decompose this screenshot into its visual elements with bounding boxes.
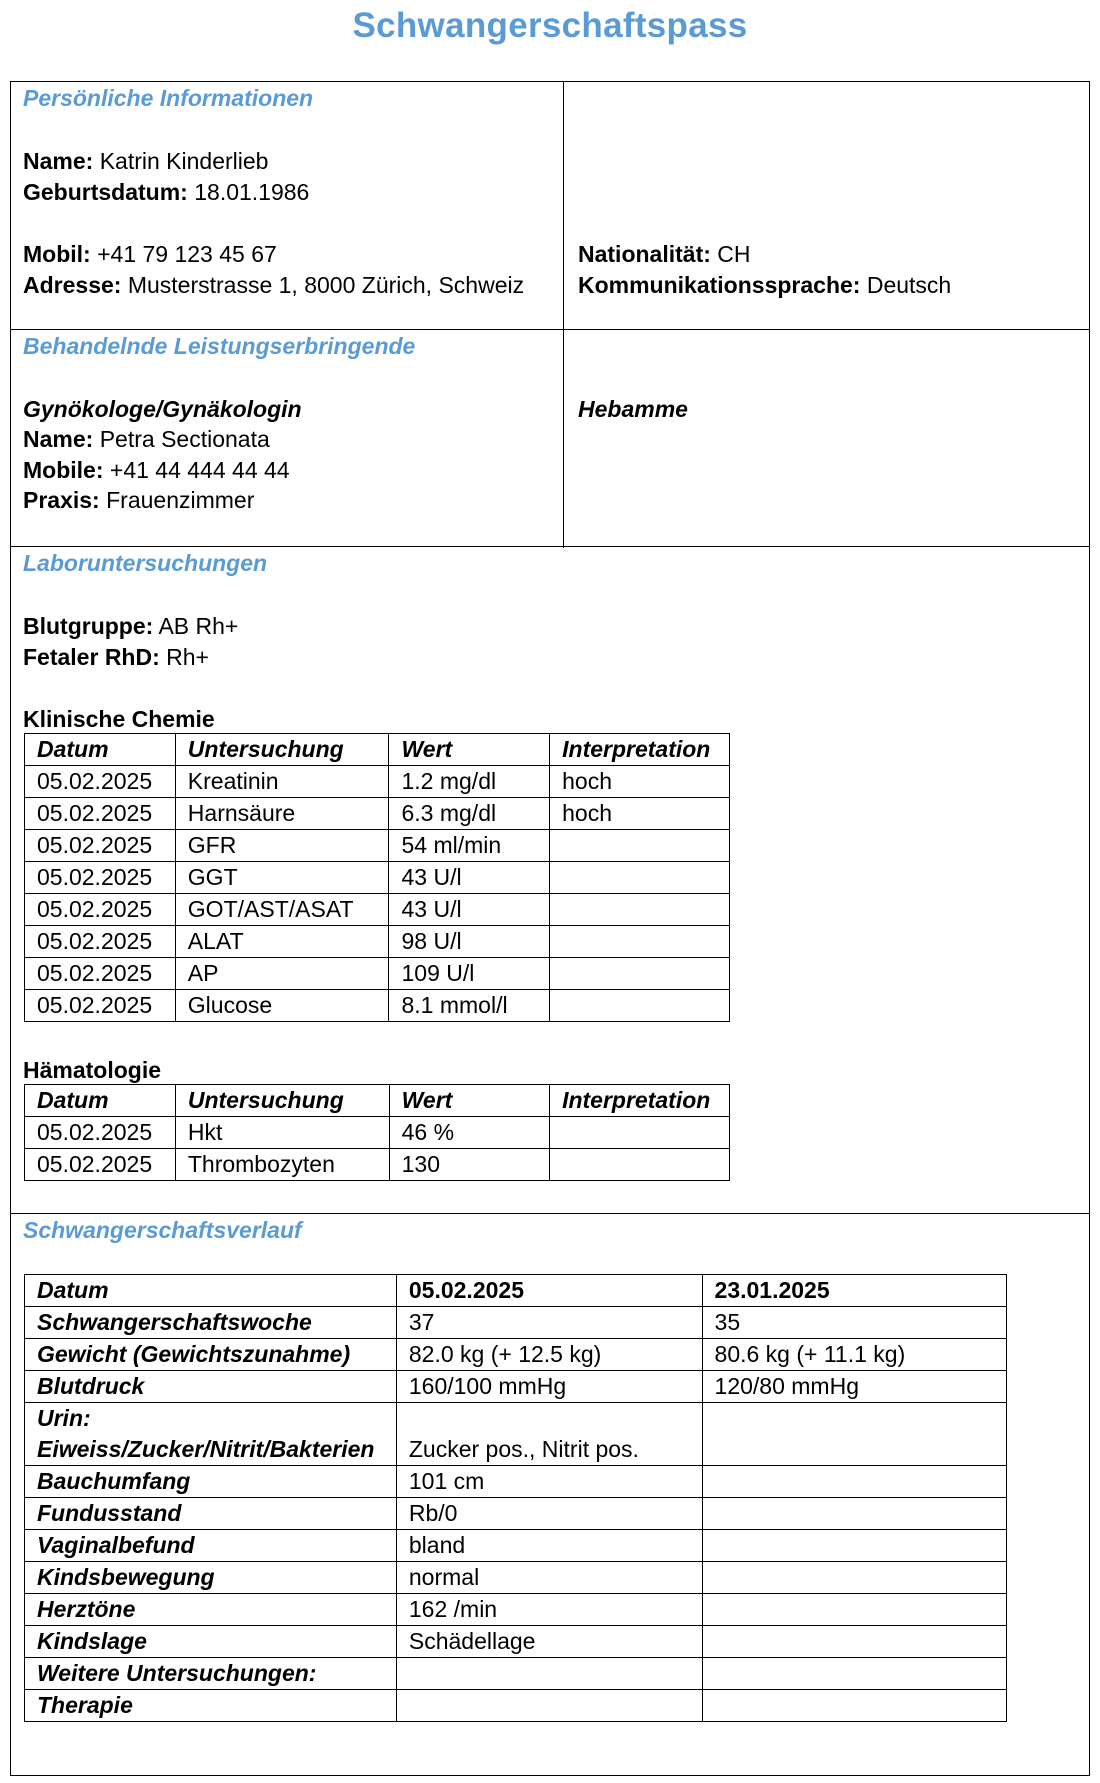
visit-2-value — [702, 1626, 1006, 1658]
hematology-table — [24, 1084, 730, 1181]
visit-1-value: 162 /min — [396, 1594, 702, 1626]
section-divider — [10, 1213, 1090, 1214]
cell-date: 05.02.2025 — [25, 798, 176, 830]
section-divider — [10, 546, 1090, 547]
visit-2-value: 35 — [702, 1307, 1006, 1339]
gyn-practice-label: Praxis: — [23, 487, 100, 513]
cell-interpretation — [550, 894, 730, 926]
table-row — [25, 1371, 1007, 1403]
row-label: Vaginalbefund — [25, 1530, 397, 1562]
row-label: Therapie — [25, 1690, 397, 1722]
table-row — [25, 1466, 1007, 1498]
row-label: Weitere Untersuchungen: — [25, 1658, 397, 1690]
gyn-mobile — [23, 455, 290, 486]
cell-value: 130 — [389, 1149, 549, 1181]
table-row — [25, 1594, 1007, 1626]
table-row — [25, 1626, 1007, 1658]
cell-date: 05.02.2025 — [25, 766, 176, 798]
cell-test: GGT — [175, 862, 389, 894]
fetal-rhd-value: Rh+ — [166, 644, 209, 670]
table-row — [25, 1117, 730, 1149]
visit-date-1: 05.02.2025 — [396, 1275, 702, 1307]
cell-interpretation: hoch — [550, 798, 730, 830]
bloodgroup — [23, 611, 238, 642]
row-label: Kindsbewegung — [25, 1562, 397, 1594]
fetal-rhd — [23, 642, 209, 673]
cell-interpretation — [550, 862, 730, 894]
visit-1-value: 160/100 mmHg — [396, 1371, 702, 1403]
cell-interpretation: hoch — [550, 766, 730, 798]
language-value: Deutsch — [866, 272, 952, 298]
table-row — [25, 1149, 730, 1181]
row-label: Kindslage — [25, 1626, 397, 1658]
column-header-test: Untersuchung — [175, 1085, 389, 1117]
nationality-value: CH — [717, 241, 751, 267]
visit-2-value — [702, 1690, 1006, 1722]
visit-2-value — [702, 1498, 1006, 1530]
address-label: Adresse: — [23, 272, 122, 298]
visit-1-value: 37 — [396, 1307, 702, 1339]
table-row — [25, 830, 730, 862]
cell-value: 43 U/l — [389, 862, 550, 894]
row-label: Fundusstand — [25, 1498, 397, 1530]
pregnancy-table — [24, 1274, 1007, 1722]
visit-1-value: normal — [396, 1562, 702, 1594]
cell-value: 98 U/l — [389, 926, 550, 958]
cell-date: 05.02.2025 — [25, 958, 176, 990]
table-row — [25, 1690, 1007, 1722]
column-header-date: Datum — [25, 734, 176, 766]
cell-interpretation — [550, 830, 730, 862]
visit-2-value: 80.6 kg (+ 11.1 kg) — [702, 1339, 1006, 1371]
table-row — [25, 1339, 1007, 1371]
urin-label: Urin: — [37, 1405, 91, 1431]
visit-2-value — [702, 1658, 1006, 1690]
hematology-heading: Hämatologie — [23, 1057, 162, 1083]
visit-2-value — [702, 1594, 1006, 1626]
table-row — [25, 894, 730, 926]
row-label: Schwangerschaftswoche — [25, 1307, 397, 1339]
table-header-row — [25, 1085, 730, 1117]
visit-1-value — [396, 1690, 702, 1722]
row-label: Herztöne — [25, 1594, 397, 1626]
cell-date: 05.02.2025 — [25, 926, 176, 958]
visit-1-value — [396, 1658, 702, 1690]
cell-value: 109 U/l — [389, 958, 550, 990]
personal-nationality — [578, 239, 751, 270]
cell-test: Harnsäure — [175, 798, 389, 830]
visit-2-value — [702, 1562, 1006, 1594]
pregnancy-heading: Schwangerschaftsverlauf — [23, 1217, 302, 1243]
row-label: Gewicht (Gewichtszunahme) — [25, 1339, 397, 1371]
gyn-practice — [23, 485, 254, 516]
row-label — [25, 1403, 397, 1466]
table-row — [25, 1562, 1007, 1594]
cell-date: 05.02.2025 — [25, 830, 176, 862]
visit-2-value — [702, 1530, 1006, 1562]
fetal-rhd-label: Fetaler RhD: — [23, 644, 160, 670]
table-row — [25, 1403, 1007, 1466]
providers-heading: Behandelnde Leistungserbringende — [23, 333, 416, 359]
table-header-row — [25, 1275, 1007, 1307]
cell-interpretation — [550, 1117, 730, 1149]
urin-detail-label: Eiweiss/Zucker/Nitrit/Bakterien — [37, 1436, 375, 1462]
visit-1-value: Zucker pos., Nitrit pos. — [396, 1403, 702, 1466]
cell-test: GFR — [175, 830, 389, 862]
cell-test: Hkt — [175, 1117, 389, 1149]
table-row — [25, 958, 730, 990]
nationality-label: Nationalität: — [578, 241, 711, 267]
bloodgroup-label: Blutgruppe: — [23, 613, 154, 639]
cell-value: 54 ml/min — [389, 830, 550, 862]
gyn-mobile-value: +41 44 444 44 44 — [109, 457, 290, 483]
chemistry-table — [24, 733, 730, 1022]
visit-1-value: Rb/0 — [396, 1498, 702, 1530]
cell-interpretation — [550, 1149, 730, 1181]
bloodgroup-value: AB Rh+ — [158, 613, 239, 639]
cell-test: Kreatinin — [175, 766, 389, 798]
row-label: Bauchumfang — [25, 1466, 397, 1498]
language-label: Kommunikationssprache: — [578, 272, 861, 298]
cell-value: 6.3 mg/dl — [389, 798, 550, 830]
visit-1-value: bland — [396, 1530, 702, 1562]
visit-1-value: 82.0 kg (+ 12.5 kg) — [396, 1339, 702, 1371]
cell-interpretation — [550, 990, 730, 1022]
table-row — [25, 766, 730, 798]
mobile-value: +41 79 123 45 67 — [97, 241, 277, 267]
chemistry-heading: Klinische Chemie — [23, 706, 215, 732]
dob-value: 18.01.1986 — [194, 179, 310, 205]
column-header-interpretation: Interpretation — [550, 1085, 730, 1117]
gyn-name-value: Petra Sectionata — [99, 426, 270, 452]
personal-language — [578, 270, 951, 301]
cell-test: ALAT — [175, 926, 389, 958]
gyn-mobile-label: Mobile: — [23, 457, 104, 483]
table-row — [25, 990, 730, 1022]
table-row — [25, 798, 730, 830]
cell-date: 05.02.2025 — [25, 1117, 176, 1149]
gyn-name — [23, 424, 270, 455]
page-title: Schwangerschaftspass — [352, 6, 748, 45]
table-row — [25, 926, 730, 958]
table-row — [25, 862, 730, 894]
column-header-value: Wert — [389, 1085, 549, 1117]
cell-date: 05.02.2025 — [25, 894, 176, 926]
visit-2-value — [702, 1466, 1006, 1498]
gyn-heading: Gynökologe/Gynäkologin — [23, 396, 302, 422]
personal-mobile — [23, 239, 277, 270]
address-value: Musterstrasse 1, 8000 Zürich, Schweiz — [127, 272, 525, 298]
cell-value: 1.2 mg/dl — [389, 766, 550, 798]
cell-value: 43 U/l — [389, 894, 550, 926]
visit-1-value: 101 cm — [396, 1466, 702, 1498]
table-row — [25, 1307, 1007, 1339]
cell-date: 05.02.2025 — [25, 990, 176, 1022]
personal-name — [23, 146, 268, 177]
mobile-label: Mobil: — [23, 241, 91, 267]
row-label: Datum — [25, 1275, 397, 1307]
visit-date-2: 23.01.2025 — [702, 1275, 1006, 1307]
visit-2-value: 120/80 mmHg — [702, 1371, 1006, 1403]
dob-label: Geburtsdatum: — [23, 179, 188, 205]
gyn-practice-value: Frauenzimmer — [106, 487, 255, 513]
gyn-name-label: Name: — [23, 426, 94, 452]
cell-value: 46 % — [389, 1117, 549, 1149]
row-label: Blutdruck — [25, 1371, 397, 1403]
cell-interpretation — [550, 958, 730, 990]
cell-date: 05.02.2025 — [25, 862, 176, 894]
midwife-heading: Hebamme — [578, 396, 688, 422]
table-row — [25, 1658, 1007, 1690]
personal-address — [23, 270, 524, 301]
table-header-row — [25, 734, 730, 766]
cell-test: GOT/AST/ASAT — [175, 894, 389, 926]
table-row — [25, 1498, 1007, 1530]
cell-interpretation — [550, 926, 730, 958]
column-header-date: Datum — [25, 1085, 176, 1117]
name-label: Name: — [23, 148, 94, 174]
column-divider — [563, 81, 564, 548]
cell-test: Glucose — [175, 990, 389, 1022]
section-divider — [10, 329, 1090, 330]
visit-1-value: Schädellage — [396, 1626, 702, 1658]
cell-test: AP — [175, 958, 389, 990]
cell-test: Thrombozyten — [175, 1149, 389, 1181]
personal-dob — [23, 177, 309, 208]
column-header-test: Untersuchung — [175, 734, 389, 766]
table-row — [25, 1530, 1007, 1562]
cell-date: 05.02.2025 — [25, 1149, 176, 1181]
personal-heading: Persönliche Informationen — [23, 85, 314, 111]
name-value: Katrin Kinderlieb — [99, 148, 269, 174]
column-header-value: Wert — [389, 734, 550, 766]
cell-value: 8.1 mmol/l — [389, 990, 550, 1022]
lab-heading: Laboruntersuchungen — [23, 550, 268, 576]
column-header-interpretation: Interpretation — [550, 734, 730, 766]
visit-2-value — [702, 1403, 1006, 1466]
